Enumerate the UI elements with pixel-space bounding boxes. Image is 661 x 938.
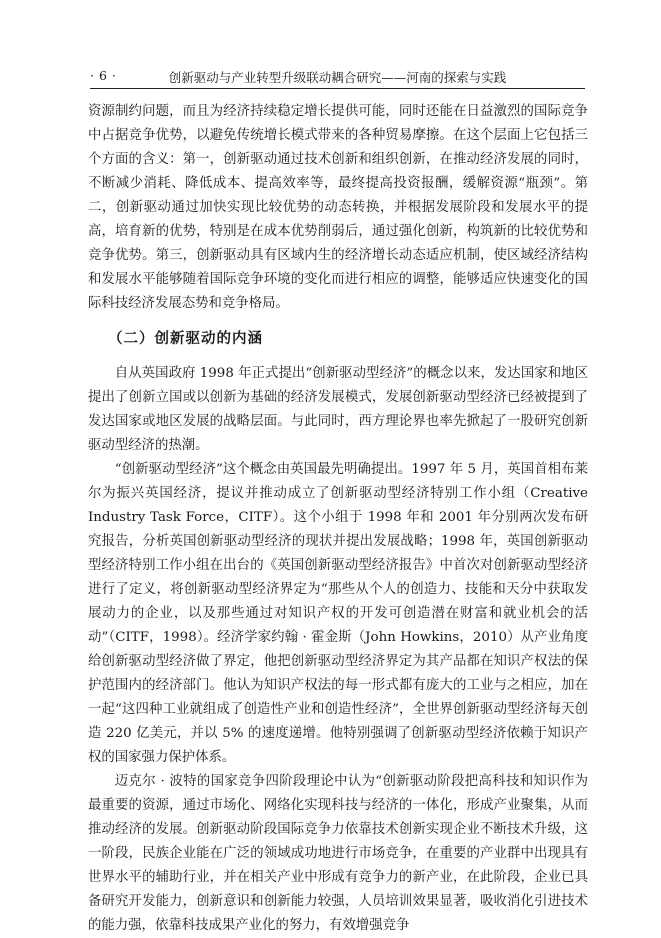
paragraph: 迈克尔 · 波特的国家竞争四阶段理论中认为“创新驱动阶段把高科技和知识作为最重要的资源，通过市场化、网络化实现科技与经济的一体化，形成产业聚集，从而推动经济的发展。创新驱动阶段国际竞争力依靠技术创新实现企业不断技术升级，这一阶段，民族企业能在广泛的领域成功地进行市场竞争，在重要的产业群中出现具有世界水平的辅助行业，并在相关产业中形成有竞争力的新产业，在此阶段，企业已具备研究开发能力，创新意识和创新能力较强，人员培训效果显著，吸收消化引进技术的能力强，依靠科技成果产业化的努力，有效增强竞争 <box>88 774 588 933</box>
paragraph: 自从英国政府 1998 年正式提出“创新驱动型经济”的概念以来，发达国家和地区提出了创新立国或以创新为基础的经济发展模式，发展创新驱动型经济已经被提到了发达国家或地区发展的战略层面。与此同时，西方理论界也率先掀起了一股研究创新驱动型经济的热潮。 <box>88 366 588 453</box>
running-title: 创新驱动与产业转型升级联动耦合研究——河南的探索与实践 <box>168 70 507 85</box>
paragraph-continued: 资源制约问题，而且为经济持续稳定增长提供可能，同时还能在日益激烈的国际竞争中占据竞争优势，以避免传统增长模式带来的各种贸易摩擦。在这个层面上它包括三个方面的含义：第一，创新驱动通过技术创新和组织创新，在推动经济发展的同时，不断减少消耗、降低成本、提高效率等，最终提高投资报酬，缓解资源“瓶颈”。第二，创新驱动通过加快实现比较优势的动态转换，并根据发展阶段和发展水平的提高，培育新的优势，特别是在成本优势削弱后，通过强化创新，构筑新的比较优势和竞争优势。第三，创新驱动具有区域内生的经济增长动态适应机制，使区域经济结构和发展水平能够随着国际竞争环境的变化而进行相应的调整，能够适应快速变化的国际科技经济发展态势和竞争格局。 <box>88 104 588 311</box>
section-heading: （二）创新驱动的内涵 <box>108 330 263 347</box>
body-text <box>88 100 588 938</box>
page-number: · 6 · <box>90 68 117 83</box>
paragraph: “创新驱动型经济”这个概念由英国最先明确提出。1997 年 5 月，英国首相布莱尔为振兴英国经济，提议并推动成立了创新驱动型经济特别工作小组（Creative Industry Task Force，CITF）。这个小组于 1998 年和 2001 年分别两次发布研究报告，分析英国创新驱动型经济的现状并提出发展战略；1998 年，英国创新驱动型经济特别工作小组在出台的《英国创新驱动型经济报告》中首次对创新驱动型经济进行了定义，将创新驱动型经济界定为“那些从个人的创造力、技能和天分中获取发展动力的企业，以及那些通过对知识产权的开发可创造潜在财富和就业机会的活动”（CITF，1998）。经济学家约翰 · 霍金斯（John Howkins，2010）从产业角度给创新驱动型经济做了界定，他把创新驱动型经济界定为其产品都在知识产权法的保护范围内的经济部门。他认为知识产权法的每一形式都有庞大的工业与之相应，加在一起“这四种工业就组成了创造性产业和创造性经济”，全世界创新驱动型经济每天创造 220 亿美元，并以 5% 的速度递增。他特别强调了创新驱动型经济依赖于知识产权的国家强力保护体系。 <box>88 462 588 765</box>
page-header <box>90 66 585 89</box>
